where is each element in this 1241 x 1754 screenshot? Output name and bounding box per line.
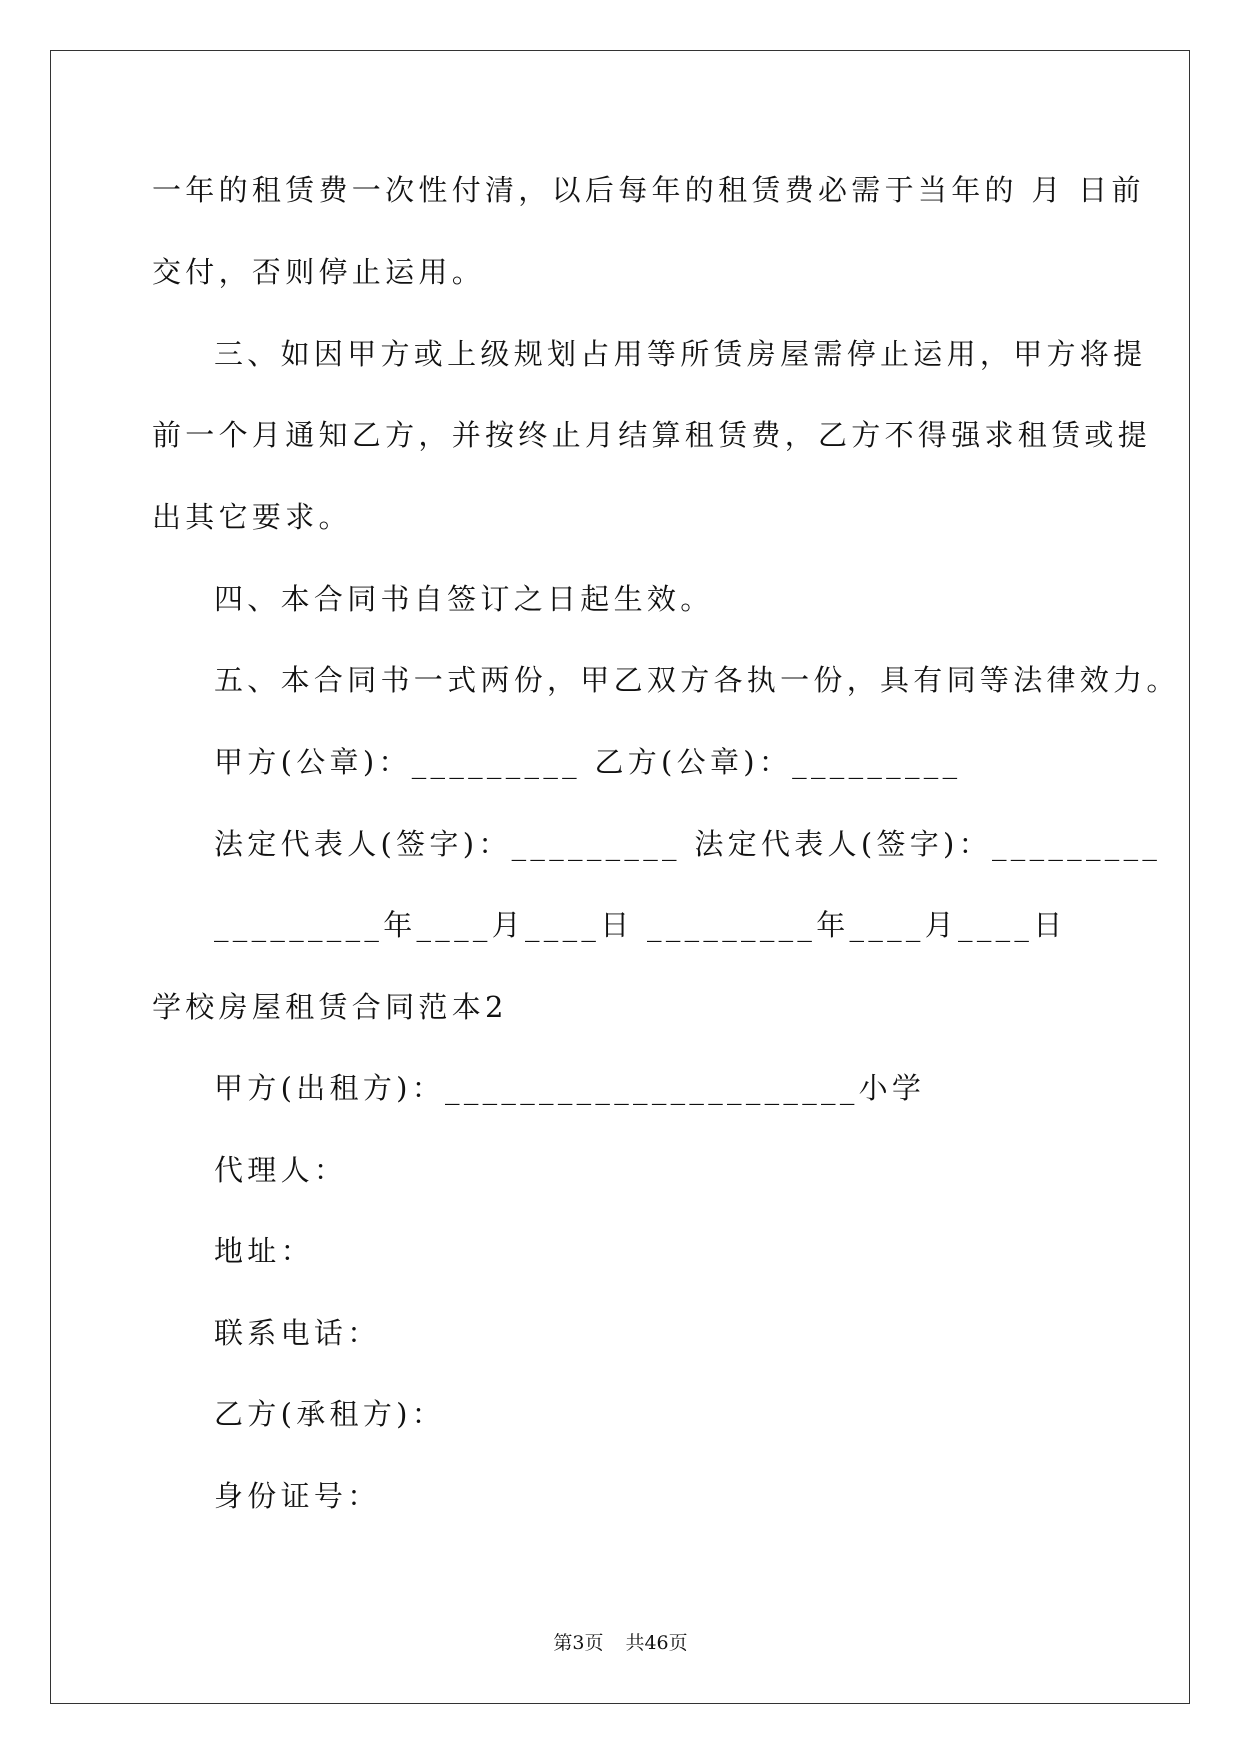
body-text-line: 交付，否则停止运用。: [152, 255, 486, 289]
clause-four: 四、本合同书自签订之日起生效。: [214, 582, 714, 616]
clause-three: 三、如因甲方或上级规划占用等所赁房屋需停止运用，甲方将提: [214, 337, 1147, 371]
phone-line: 联系电话：: [214, 1316, 381, 1350]
page-total: 共46页: [625, 1632, 688, 1654]
body-text-line: 出其它要求。: [152, 500, 352, 534]
party-b-line: 乙方(承租方)：: [214, 1397, 446, 1431]
body-text-line: 一年的租赁费一次性付清，以后每年的租赁费必需于当年的 月 日前: [152, 173, 1145, 207]
seal-line: 甲方(公章)：_________ 乙方(公章)：_________: [214, 745, 962, 779]
signature-line: 法定代表人(签字)：_________ 法定代表人(签字)：_________: [214, 827, 1162, 861]
date-line: _________年____月____日 _________年____月____日: [214, 908, 1067, 942]
page-border: [50, 50, 1190, 1704]
id-number-line: 身份证号：: [214, 1479, 381, 1513]
agent-line: 代理人：: [214, 1153, 348, 1187]
page-footer: [0, 1628, 1241, 1655]
clause-five: 五、本合同书一式两份，甲乙双方各执一份，具有同等法律效力。: [214, 663, 1180, 697]
section-title: 学校房屋租赁合同范本2: [152, 990, 508, 1024]
page-number: 第3页: [553, 1632, 604, 1654]
party-a-line: 甲方(出租方)：______________________小学: [214, 1071, 926, 1105]
address-line: 地址：: [214, 1234, 314, 1268]
body-text-line: 前一个月通知乙方，并按终止月结算租赁费，乙方不得强求租赁或提: [152, 418, 1152, 452]
